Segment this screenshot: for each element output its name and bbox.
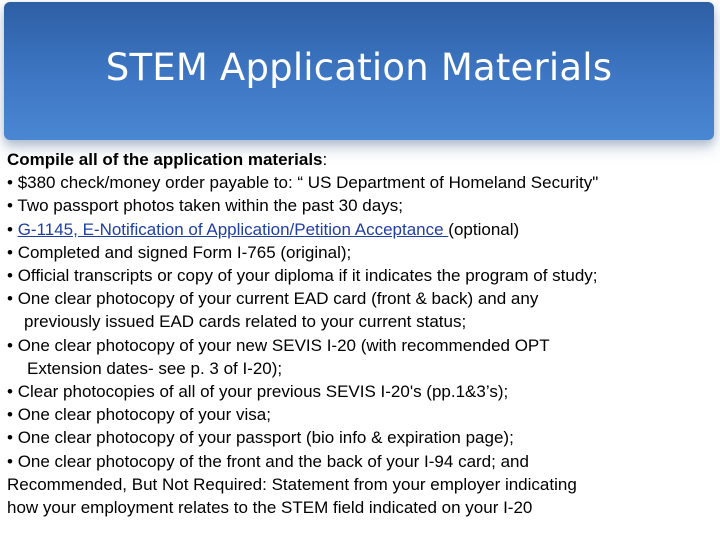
list-item-text: Completed and signed Form I-765 (original); (17, 242, 352, 262)
slide-body (7, 148, 715, 519)
list-item (7, 450, 715, 473)
list-item-text: One clear photocopy of your current EAD card (front & back) and any (17, 289, 539, 309)
list-item-text: Two passport photos taken within the past 30 days; (17, 196, 403, 216)
bullet-glyph: • (7, 335, 13, 355)
intro-line (7, 148, 715, 171)
recommendation-line: how your employment relates to the STEM field indicated on your I-20 (7, 498, 533, 518)
list-item (7, 264, 715, 287)
list-item-continuation: previously issued EAD cards related to your current status; (24, 312, 467, 332)
list-item (7, 426, 715, 449)
list-item-text: One clear photocopy of the front and the back of your I-94 card; and (17, 451, 529, 471)
bullet-glyph: • (7, 196, 13, 216)
intro-colon: : (322, 150, 328, 169)
list-item (7, 403, 715, 426)
list-item (7, 334, 715, 357)
list-item-text: One clear photocopy of your passport (bio info & expiration page); (17, 428, 514, 448)
optional-note: (optional) (448, 219, 520, 239)
bullet-glyph: • (7, 219, 13, 239)
bullet-glyph: • (7, 405, 13, 425)
bullet-glyph: • (7, 289, 13, 309)
bullet-glyph: • (7, 382, 13, 402)
bullet-glyph: • (7, 451, 13, 471)
intro-heading: Compile all of the application materials (7, 150, 323, 169)
recommendation-line: Recommended, But Not Required: Statement from your employer indicating (7, 474, 577, 494)
list-item (7, 380, 715, 403)
list-item (7, 171, 715, 194)
bullet-glyph: • (7, 173, 13, 193)
slide-title: STEM Application Materials (105, 46, 613, 89)
list-item (7, 287, 715, 310)
list-item (7, 194, 715, 217)
list-item-text: One clear photocopy of your visa; (17, 405, 271, 425)
list-item-text: $380 check/money order payable to: “ US Department of Homeland Security" (17, 173, 599, 193)
list-item-text: Official transcripts or copy of your diploma if it indicates the program of study; (17, 266, 598, 286)
title-banner (4, 2, 714, 140)
list-item-text: One clear photocopy of your new SEVIS I-20 (with recommended OPT (17, 335, 550, 355)
list-item (7, 241, 715, 264)
bullet-glyph: • (7, 428, 13, 448)
list-item-text: Clear photocopies of all of your previous SEVIS I-20's (pp.1&3’s); (17, 382, 509, 402)
g1145-link[interactable]: G-1145, E-Notification of Application/Petition Acceptance (17, 219, 449, 239)
list-item-continuation: Extension dates- see p. 3 of I-20); (27, 358, 283, 378)
bullet-glyph: • (7, 242, 13, 262)
bullet-glyph: • (7, 266, 13, 286)
list-item-g1145 (7, 218, 715, 241)
